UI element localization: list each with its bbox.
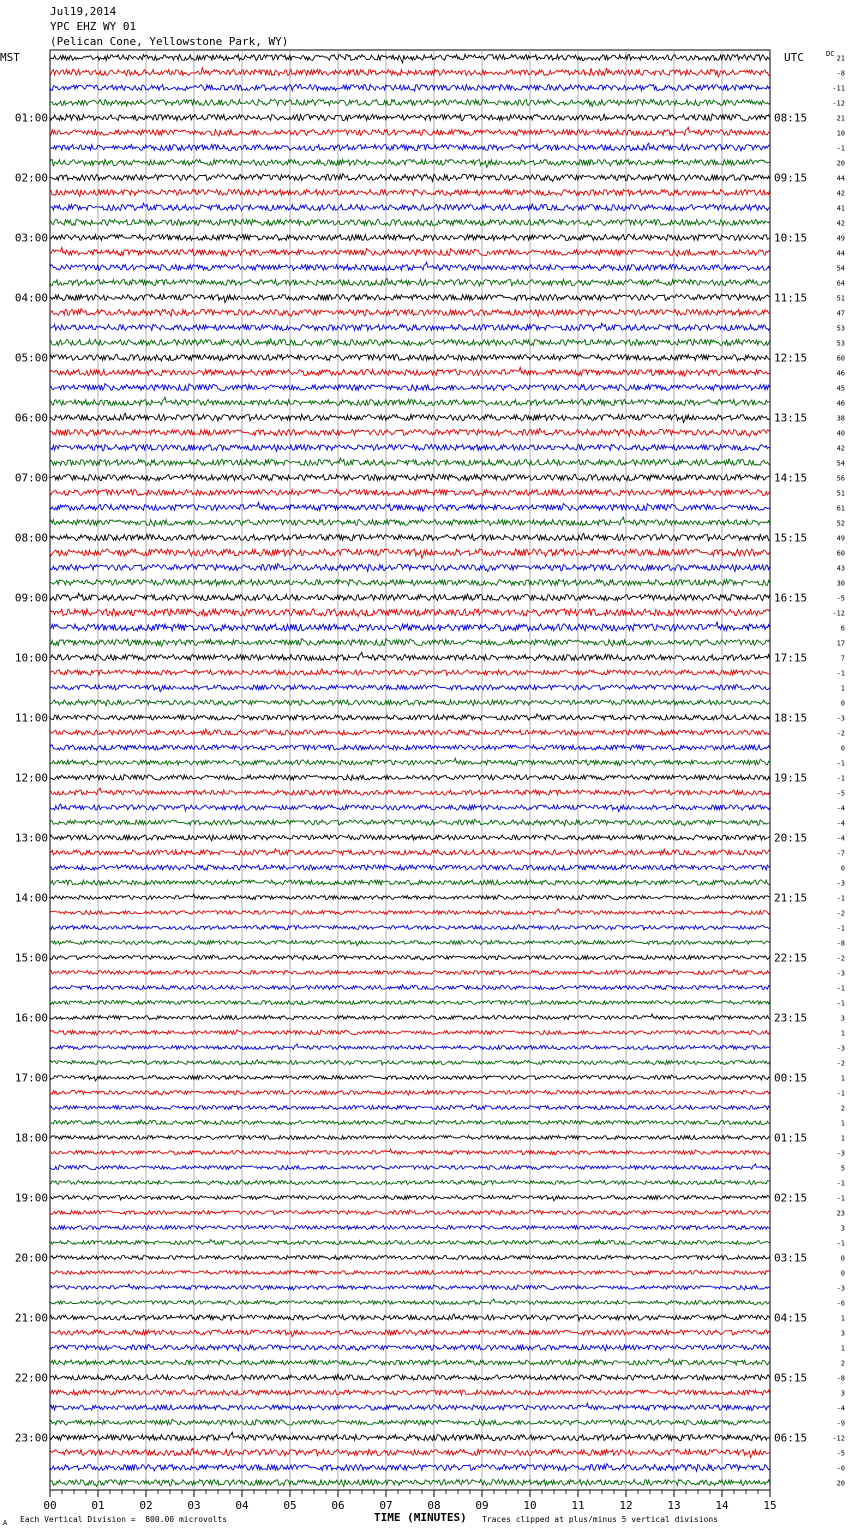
trace-row (50, 247, 770, 256)
dc-offset-label: 53 (836, 339, 845, 348)
dc-offset-label: 46 (836, 399, 845, 408)
trace-row (50, 700, 770, 706)
mst-hour-label: 04:00 (14, 291, 48, 305)
dc-offset-label: 52 (836, 519, 845, 528)
mst-hour-label: 11:00 (14, 711, 48, 725)
x-tick-label: 03 (187, 1499, 201, 1512)
dc-offset-label: 23 (836, 1209, 845, 1218)
dc-offset-label: -1 (836, 999, 845, 1008)
dc-offset-label: -5 (836, 789, 845, 798)
dc-offset-label: 43 (836, 564, 845, 573)
trace-row (50, 1105, 770, 1110)
x-tick-label: 07 (379, 1499, 393, 1512)
trace-row (50, 593, 770, 601)
mst-hour-label: 23:00 (14, 1431, 48, 1445)
x-tick-label: 09 (475, 1499, 489, 1512)
mst-hour-label: 05:00 (14, 351, 48, 365)
trace-row (50, 894, 770, 900)
dc-offset-label: -3 (836, 714, 845, 723)
header-station: YPC EHZ WY 01 (50, 20, 137, 33)
trace-row (50, 397, 770, 405)
trace-row (50, 1075, 770, 1081)
utc-hour-label: 11:15 (774, 291, 808, 305)
trace-row (50, 580, 770, 586)
dc-offset-label: 0 (840, 1254, 845, 1263)
utc-hour-label: 14:15 (774, 471, 808, 485)
dc-offset-label: 47 (836, 309, 845, 318)
trace-row (50, 1180, 770, 1185)
dc-offset-label: 3 (840, 1224, 845, 1233)
dc-offset-label: -3 (836, 1044, 845, 1053)
dc-offset-label: -3 (836, 969, 845, 978)
utc-hour-label: 06:15 (774, 1431, 808, 1445)
dc-offset-label: -8 (836, 69, 845, 78)
utc-hour-label: 21:15 (774, 891, 808, 905)
dc-offset-label: 40 (836, 429, 845, 438)
dc-offset-label: -11 (832, 84, 845, 93)
dc-offset-label: -1 (836, 1179, 845, 1188)
trace-row (50, 475, 770, 481)
trace-row (50, 1030, 770, 1035)
mst-hour-label: 18:00 (14, 1131, 48, 1145)
utc-hour-label: 13:15 (774, 411, 808, 425)
dc-offset-label: -4 (836, 804, 845, 813)
dc-offset-label: -1 (836, 669, 845, 678)
x-tick-label: 12 (619, 1499, 633, 1512)
dc-offset-label: 42 (836, 189, 845, 198)
trace-row (50, 639, 770, 647)
dc-offset-label: 56 (836, 474, 845, 483)
dc-offset-label: -8 (836, 1374, 845, 1383)
trace-row (50, 1091, 770, 1096)
trace-row (50, 174, 770, 182)
trace-row (50, 1271, 770, 1275)
dc-offset-label: 20 (836, 159, 845, 168)
dc-offset-label: -0 (836, 1464, 845, 1473)
trace-row (50, 1014, 770, 1019)
trace-row (50, 1464, 770, 1472)
x-tick-label: 00 (43, 1499, 57, 1512)
dc-offset-label: -12 (832, 1434, 845, 1443)
x-tick-label: 14 (715, 1499, 729, 1512)
dc-offset-label: 3 (840, 1014, 845, 1023)
trace-row (50, 68, 770, 77)
utc-hour-label: 17:15 (774, 651, 808, 665)
utc-hour-labels (774, 112, 807, 1445)
trace-row (50, 970, 770, 975)
trace-row (50, 1480, 770, 1487)
trace-row (50, 788, 770, 795)
mst-hour-label: 09:00 (14, 591, 48, 605)
trace-row (50, 99, 770, 107)
trace-row (50, 880, 770, 885)
trace-row (50, 564, 770, 572)
dc-offset-label: 1 (840, 1134, 845, 1143)
trace-row (50, 1344, 770, 1350)
utc-hour-label: 18:15 (774, 711, 808, 725)
dc-offset-label: -1 (836, 894, 845, 903)
mst-hour-label: 10:00 (14, 651, 48, 665)
trace-row (50, 714, 770, 720)
trace-row (50, 1044, 770, 1050)
x-tick-label: 02 (139, 1499, 153, 1512)
dc-offset-label: -12 (832, 609, 845, 618)
trace-row (50, 1419, 770, 1425)
x-tick-label: 13 (667, 1499, 681, 1512)
dc-offset-label: 54 (836, 459, 845, 468)
dc-offset-label: 3 (840, 1389, 845, 1398)
utc-hour-label: 00:15 (774, 1071, 808, 1085)
dc-offset-label: 60 (836, 354, 845, 363)
utc-hour-label: 22:15 (774, 951, 808, 965)
dc-offset-label: 7 (840, 654, 845, 663)
utc-hour-label: 03:15 (774, 1251, 808, 1265)
mst-hour-label: 14:00 (14, 891, 48, 905)
trace-row (50, 445, 770, 452)
trace-row (50, 941, 770, 946)
mst-hour-labels (15, 112, 48, 1445)
dc-offset-label: 51 (836, 489, 845, 498)
trace-row (50, 1448, 770, 1457)
utc-hour-label: 23:15 (774, 1011, 808, 1025)
utc-hour-label: 01:15 (774, 1131, 808, 1145)
trace-row (50, 1256, 770, 1260)
trace-row (50, 1330, 770, 1337)
dc-offset-label: -1 (836, 1239, 845, 1248)
trace-row (50, 1432, 770, 1440)
dc-offset-label: 6 (840, 624, 845, 633)
dc-offset-labels (832, 55, 845, 1488)
dc-offset-label: -1 (836, 144, 845, 153)
trace-row (50, 1240, 770, 1245)
trace-row (50, 1359, 770, 1365)
dc-offset-label: -4 (836, 834, 845, 843)
trace-row (50, 819, 770, 825)
mst-hour-label: 16:00 (14, 1011, 48, 1025)
mst-hour-label: 12:00 (14, 771, 48, 785)
dc-offset-label: 10 (836, 129, 845, 138)
x-axis-title: TIME (MINUTES) (374, 1511, 467, 1524)
trace-row (50, 609, 770, 616)
dc-offset-label: 2 (840, 1359, 845, 1368)
dc-offset-label: -2 (836, 729, 845, 738)
trace-row (50, 1136, 770, 1140)
trace-row (50, 1299, 770, 1305)
dc-offset-label: -4 (836, 1404, 845, 1413)
trace-row (50, 114, 770, 121)
trace-row (50, 985, 770, 990)
trace-row (50, 1164, 770, 1170)
trace-row (50, 1196, 770, 1201)
dc-offset-label: 1 (840, 1074, 845, 1083)
dc-offset-label: -1 (836, 759, 845, 768)
dc-offset-label: -2 (836, 909, 845, 918)
dc-offset-label: 1 (840, 1344, 845, 1353)
mst-hour-label: 22:00 (14, 1371, 48, 1385)
utc-hour-label: 08:15 (774, 111, 808, 125)
mst-hour-label: 17:00 (14, 1071, 48, 1085)
dc-offset-label: -1 (836, 924, 845, 933)
dc-offset-label: -12 (832, 99, 845, 108)
trace-row (50, 622, 770, 632)
corner-mark: A (3, 1519, 8, 1527)
dc-offset-label: 3 (840, 1329, 845, 1338)
trace-rows (50, 54, 770, 1486)
utc-hour-label: 19:15 (774, 771, 808, 785)
dc-offset-label: 5 (840, 1164, 845, 1173)
dc-offset-label: 44 (836, 174, 845, 183)
x-tick-label: 11 (571, 1499, 585, 1512)
dc-offset-label: 49 (836, 234, 845, 243)
mst-hour-label: 13:00 (14, 831, 48, 845)
trace-row (50, 160, 770, 168)
dc-offset-label: 1 (840, 1119, 845, 1128)
dc-offset-label: 0 (840, 699, 845, 708)
dc-offset-label: 44 (836, 249, 845, 258)
trace-row (50, 367, 770, 376)
mst-hour-label: 20:00 (14, 1251, 48, 1265)
utc-hour-label: 16:15 (774, 591, 808, 605)
trace-row (50, 804, 770, 812)
trace-row (50, 517, 770, 526)
utc-hour-label: 05:15 (774, 1371, 808, 1385)
utc-hour-label: 10:15 (774, 231, 808, 245)
trace-row (50, 652, 770, 660)
dc-offset-label: 1 (840, 1029, 845, 1038)
dc-offset-label: 30 (836, 579, 845, 588)
dc-offset-label: 1 (840, 684, 845, 693)
dc-offset-label: 45 (836, 384, 845, 393)
utc-hour-label: 12:15 (774, 351, 808, 365)
trace-row (50, 339, 770, 346)
dc-offset-label: 46 (836, 369, 845, 378)
trace-row (50, 745, 770, 750)
header-date: Jul19,2014 (50, 5, 117, 18)
trace-row (50, 1226, 770, 1231)
trace-row (50, 533, 770, 541)
trace-row (50, 143, 770, 151)
trace-row (50, 1210, 770, 1215)
mst-hour-label: 03:00 (14, 231, 48, 245)
trace-row (50, 127, 770, 136)
dc-offset-label: -9 (836, 1419, 845, 1428)
mst-hour-label: 19:00 (14, 1191, 48, 1205)
footer-clip-note: Traces clipped at plus/minus 5 vertical divisions (482, 1515, 719, 1524)
dc-offset-label: 64 (836, 279, 845, 288)
trace-row (50, 235, 770, 241)
trace-row (50, 1149, 770, 1155)
trace-row (50, 190, 770, 197)
header-location: (Pelican Cone, Yellowstone Park, WY) (50, 35, 289, 48)
trace-row (50, 669, 770, 676)
trace-row (50, 262, 770, 270)
dc-offset-label: -6 (836, 1299, 845, 1308)
dc-offset-label: -2 (836, 1059, 845, 1068)
dc-offset-label: 2 (840, 1104, 845, 1113)
dc-offset-label: -1 (836, 984, 845, 993)
dc-offset-label: -1 (836, 774, 845, 783)
dc-offset-label: -3 (836, 1284, 845, 1293)
dc-offset-label: 53 (836, 324, 845, 333)
footer-scale-note: Each Vertical Division = 800.00 microvolts (20, 1515, 228, 1524)
trace-row (50, 1060, 770, 1065)
utc-hour-label: 09:15 (774, 171, 808, 185)
trace-row (50, 909, 770, 915)
trace-row (50, 1314, 770, 1321)
trace-row (50, 384, 770, 392)
dc-offset-label: 0 (840, 1269, 845, 1278)
mst-hour-label: 21:00 (14, 1311, 48, 1325)
trace-row (50, 413, 770, 422)
dc-offset-label: -3 (836, 1149, 845, 1158)
dc-offset-label: 42 (836, 219, 845, 228)
trace-row (50, 429, 770, 437)
trace-row (50, 309, 770, 317)
utc-hour-label: 20:15 (774, 831, 808, 845)
dc-offset-label: 21 (836, 54, 845, 63)
dc-offset-label: 51 (836, 294, 845, 303)
trace-row (50, 1120, 770, 1125)
dc-offset-label: -5 (836, 1449, 845, 1458)
trace-row (50, 1374, 770, 1380)
right-tz-label: UTC (784, 51, 804, 64)
trace-row (50, 1284, 770, 1290)
x-tick-label: 01 (91, 1499, 105, 1512)
utc-hour-label: 15:15 (774, 531, 808, 545)
mst-hour-label: 07:00 (14, 471, 48, 485)
trace-row (50, 295, 770, 303)
dc-offset-label: 0 (840, 864, 845, 873)
dc-offset-label: 60 (836, 549, 845, 558)
trace-row (50, 865, 770, 870)
dc-offset-label: -7 (836, 849, 845, 858)
mst-hour-label: 15:00 (14, 951, 48, 965)
x-tick-label: 10 (523, 1499, 537, 1512)
dc-header-label: DC (826, 50, 835, 58)
trace-row (50, 1403, 770, 1410)
mst-hour-label: 02:00 (14, 171, 48, 185)
x-tick-label: 08 (427, 1499, 441, 1512)
trace-row (50, 955, 770, 960)
dc-offset-label: -2 (836, 954, 845, 963)
trace-row (50, 684, 770, 691)
trace-row (50, 1001, 770, 1005)
dc-offset-label: 61 (836, 504, 845, 513)
dc-offset-label: 20 (836, 1479, 845, 1488)
utc-hour-label: 04:15 (774, 1311, 808, 1325)
dc-offset-label: -4 (836, 819, 845, 828)
trace-row (50, 458, 770, 465)
mst-hour-label: 06:00 (14, 411, 48, 425)
trace-row (50, 849, 770, 855)
trace-row (50, 729, 770, 735)
dc-offset-label: -8 (836, 939, 845, 948)
trace-row (50, 85, 770, 92)
trace-row (50, 502, 770, 511)
dc-offset-label: 54 (836, 264, 845, 273)
dc-offset-label: 1 (840, 1314, 845, 1323)
trace-row (50, 278, 770, 286)
trace-row (50, 774, 770, 780)
x-axis-ticks (43, 1490, 776, 1512)
dc-offset-label: -1 (836, 1089, 845, 1098)
dc-offset-label: 21 (836, 114, 845, 123)
trace-row (50, 220, 770, 226)
trace-row (50, 54, 770, 62)
trace-row (50, 758, 770, 765)
left-tz-label: MST (0, 51, 20, 64)
trace-row (50, 203, 770, 211)
trace-row (50, 549, 770, 558)
trace-row (50, 355, 770, 361)
dc-offset-label: 17 (836, 639, 845, 648)
x-tick-label: 04 (235, 1499, 249, 1512)
trace-row (50, 323, 770, 330)
trace-row (50, 925, 770, 930)
utc-hour-label: 02:15 (774, 1191, 808, 1205)
mst-hour-label: 01:00 (14, 111, 48, 125)
x-tick-label: 15 (763, 1499, 777, 1512)
x-tick-label: 05 (283, 1499, 297, 1512)
x-tick-label: 06 (331, 1499, 345, 1512)
dc-offset-label: 42 (836, 444, 845, 453)
dc-offset-label: 38 (836, 414, 845, 423)
trace-row (50, 835, 770, 841)
mst-hour-label: 08:00 (14, 531, 48, 545)
dc-offset-label: -5 (836, 594, 845, 603)
dc-offset-label: 41 (836, 204, 845, 213)
trace-row (50, 1390, 770, 1395)
dc-offset-label: -3 (836, 879, 845, 888)
dc-offset-label: 49 (836, 534, 845, 543)
dc-offset-label: 0 (840, 744, 845, 753)
dc-offset-label: -1 (836, 1194, 845, 1203)
trace-row (50, 490, 770, 496)
